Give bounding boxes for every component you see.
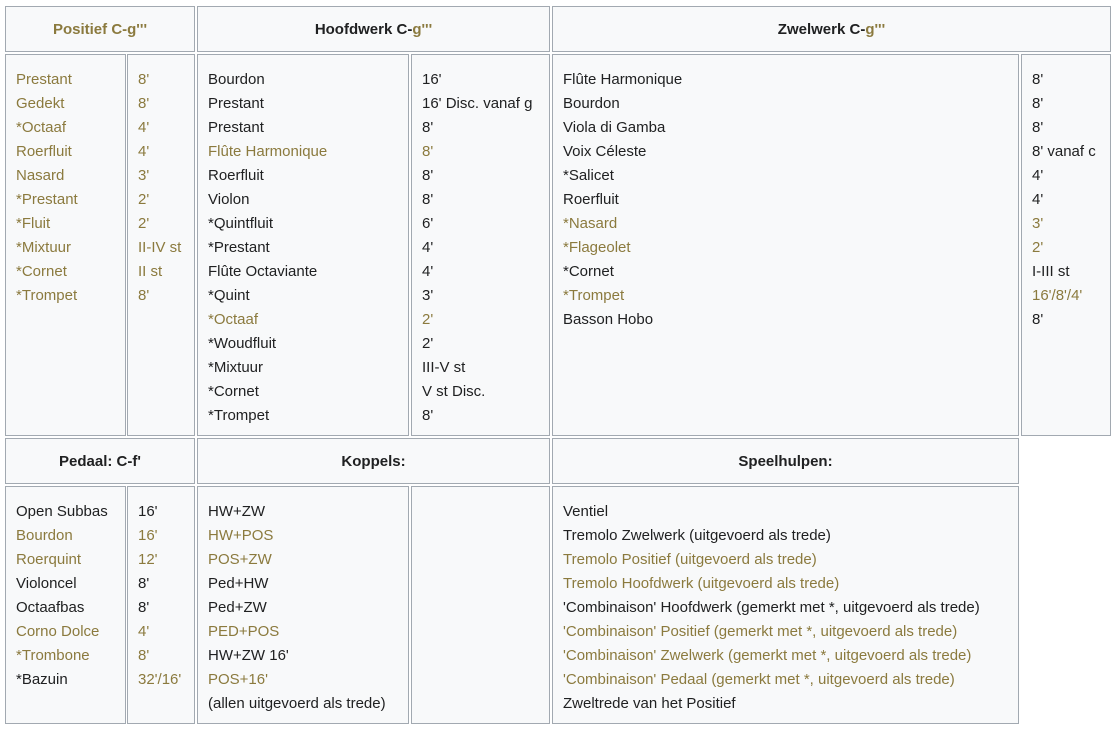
hoofdwerk-sizes-item: III-V st — [422, 359, 466, 376]
hoofdwerk-sizes-item: 8' — [422, 119, 434, 136]
pedaal-names-item: Open Subbas — [16, 503, 108, 520]
hoofdwerk-names-item: Prestant — [208, 95, 264, 112]
pedaal-names-item: Roerquint — [16, 551, 82, 568]
speelhulpen-item: 'Combinaison' Zwelwerk (gemerkt met *, uitgevoerd als trede) — [563, 647, 972, 664]
koppels-header-text: Koppels: — [341, 452, 406, 470]
speelhulpen-cell — [552, 486, 1019, 724]
zwelwerk-header-suffix: g''' — [865, 20, 886, 38]
pedaal-size-list — [138, 500, 192, 692]
pedaal-sizes-item: 32'/16' — [138, 671, 182, 688]
pedaal-names-item: *Bazuin — [16, 671, 68, 688]
pedaal-names-item: Bourdon — [16, 527, 73, 544]
koppels-item: (allen uitgevoerd als trede) — [208, 695, 386, 712]
zwelwerk-names-item: Flûte Harmonique — [563, 71, 683, 88]
zwelwerk-names-item: Bourdon — [563, 95, 620, 112]
zwelwerk-names-item: *Flageolet — [563, 239, 631, 256]
hoofdwerk-names-item: *Octaaf — [208, 311, 259, 328]
positief-sizes-item: II st — [138, 263, 163, 280]
hoofdwerk-names-item: Flûte Harmonique — [208, 143, 328, 160]
hoofdwerk-sizes-item: V st Disc. — [422, 383, 486, 400]
hoofdwerk-sizes-item: 8' — [422, 167, 434, 184]
hoofdwerk-names-item: *Mixtuur — [208, 359, 264, 376]
zwelwerk-names-item: *Nasard — [563, 215, 618, 232]
koppels-item: HW+ZW 16' — [208, 647, 289, 664]
pedaal-sizes-item: 12' — [138, 551, 158, 568]
positief-sizes-item: 2' — [138, 215, 150, 232]
hoofdwerk-header-prefix: Hoofdwerk C- — [314, 20, 413, 38]
hoofdwerk-sizes-item: 4' — [422, 239, 434, 256]
speelhulpen-item: Tremolo Positief (uitgevoerd als trede) — [563, 551, 817, 568]
pedaal-names-item: Octaafbas — [16, 599, 85, 616]
zwelwerk-names-item: *Cornet — [563, 263, 614, 280]
positief-sizes-item: 3' — [138, 167, 150, 184]
zwelwerk-sizes-item: 8' — [1032, 71, 1044, 88]
zwelwerk-sizes-item: 16'/8'/4' — [1032, 287, 1083, 304]
koppels-cell — [197, 486, 409, 724]
positief-stop-list — [16, 68, 123, 308]
pedaal-names-item: Corno Dolce — [16, 623, 100, 640]
koppels-empty-cell — [411, 486, 550, 724]
zwelwerk-names-item: *Salicet — [563, 167, 614, 184]
hoofdwerk-stop-list — [208, 68, 406, 428]
pedaal-header-text: Pedaal: C-f' — [59, 452, 141, 470]
hoofdwerk-sizes-item: 2' — [422, 335, 434, 352]
hoofdwerk-sizes-item: 8' — [422, 407, 434, 424]
positief-sizes-item: 2' — [138, 191, 150, 208]
hoofdwerk-names-item: *Quintfluit — [208, 215, 274, 232]
zwelwerk-names-item: Roerfluit — [563, 191, 619, 208]
hoofdwerk-sizes-item: 16' — [422, 71, 442, 88]
hoofdwerk-sizes-item: 8' — [422, 143, 434, 160]
hoofdwerk-names-item: Roerfluit — [208, 167, 264, 184]
zwelwerk-sizes-item: 3' — [1032, 215, 1044, 232]
speelhulpen-header-text: Speelhulpen: — [738, 452, 833, 470]
positief-sizes-item: II-IV st — [138, 239, 182, 256]
hoofdwerk-sizes-cell — [411, 54, 550, 436]
pedaal-sizes-item: 8' — [138, 575, 150, 592]
positief-sizes-cell — [127, 54, 195, 436]
zwelwerk-sizes-cell — [1021, 54, 1111, 436]
koppels-item: Ped+ZW — [208, 599, 267, 616]
hoofdwerk-names-item: *Trompet — [208, 407, 270, 424]
zwelwerk-sizes-item: I-III st — [1032, 263, 1070, 280]
zwelwerk-sizes-item: 4' — [1032, 191, 1044, 208]
positief-names-item: Prestant — [16, 71, 72, 88]
positief-names-item: *Octaaf — [16, 119, 67, 136]
positief-sizes-item: 8' — [138, 287, 150, 304]
speelhulpen-item: Tremolo Zwelwerk (uitgevoerd als trede) — [563, 527, 831, 544]
speelhulpen-header — [552, 438, 1019, 484]
zwelwerk-sizes-item: 4' — [1032, 167, 1044, 184]
zwelwerk-header-prefix: Zwelwerk C- — [777, 20, 866, 38]
pedaal-sizes-cell — [127, 486, 195, 724]
koppels-item: HW+ZW — [208, 503, 266, 520]
pedaal-header — [5, 438, 195, 484]
pedaal-names-item: *Trombone — [16, 647, 90, 664]
hoofdwerk-names-item: *Cornet — [208, 383, 259, 400]
speelhulpen-list — [563, 500, 1016, 716]
hoofdwerk-sizes-item: 8' — [422, 191, 434, 208]
zwelwerk-sizes-item: 2' — [1032, 239, 1044, 256]
pedaal-stop-list — [16, 500, 123, 692]
speelhulpen-item: 'Combinaison' Pedaal (gemerkt met *, uitgevoerd als trede) — [563, 671, 955, 688]
pedaal-sizes-item: 16' — [138, 503, 158, 520]
hoofdwerk-header-suffix: g''' — [412, 20, 433, 38]
positief-names-item: *Mixtuur — [16, 239, 72, 256]
speelhulpen-item: Zweltrede van het Positief — [563, 695, 736, 712]
pedaal-sizes-item: 4' — [138, 623, 150, 640]
positief-names-item: Nasard — [16, 167, 65, 184]
hoofdwerk-sizes-item: 3' — [422, 287, 434, 304]
zwelwerk-names-item: Basson Hobo — [563, 311, 654, 328]
zwelwerk-names-item: *Trompet — [563, 287, 625, 304]
zwelwerk-sizes-item: 8' — [1032, 311, 1044, 328]
positief-names-item: *Trompet — [16, 287, 78, 304]
positief-header-text: Positief C-g''' — [52, 20, 148, 38]
positief-names-cell — [5, 54, 126, 436]
hoofdwerk-sizes-item: 4' — [422, 263, 434, 280]
positief-names-item: *Prestant — [16, 191, 78, 208]
positief-header — [5, 6, 195, 52]
positief-names-item: Roerfluit — [16, 143, 72, 160]
hoofdwerk-sizes-item: 16' Disc. vanaf g — [422, 95, 533, 112]
positief-names-item: *Cornet — [16, 263, 67, 280]
pedaal-sizes-item: 16' — [138, 527, 158, 544]
zwelwerk-names-cell — [552, 54, 1019, 436]
positief-sizes-item: 8' — [138, 95, 150, 112]
pedaal-names-cell — [5, 486, 126, 724]
positief-sizes-item: 4' — [138, 143, 150, 160]
koppels-header — [197, 438, 550, 484]
pedaal-names-item: Violoncel — [16, 575, 77, 592]
koppels-item: HW+POS — [208, 527, 274, 544]
hoofdwerk-sizes-item: 6' — [422, 215, 434, 232]
hoofdwerk-sizes-item: 2' — [422, 311, 434, 328]
zwelwerk-stop-list — [563, 68, 1016, 332]
hoofdwerk-names-item: Bourdon — [208, 71, 265, 88]
zwelwerk-names-item: Viola di Gamba — [563, 119, 666, 136]
koppels-item: PED+POS — [208, 623, 280, 640]
hoofdwerk-header — [197, 6, 550, 52]
koppels-item: POS+16' — [208, 671, 268, 688]
hoofdwerk-size-list — [422, 68, 547, 428]
positief-sizes-item: 4' — [138, 119, 150, 136]
hoofdwerk-names-item: Prestant — [208, 119, 264, 136]
positief-size-list — [138, 68, 192, 308]
zwelwerk-size-list — [1032, 68, 1108, 332]
speelhulpen-item: Tremolo Hoofdwerk (uitgevoerd als trede) — [563, 575, 840, 592]
hoofdwerk-names-item: *Quint — [208, 287, 250, 304]
hoofdwerk-names-item: Violon — [208, 191, 250, 208]
pedaal-sizes-item: 8' — [138, 599, 150, 616]
hoofdwerk-names-cell — [197, 54, 409, 436]
zwelwerk-names-item: Voix Céleste — [563, 143, 647, 160]
zwelwerk-sizes-item: 8' — [1032, 95, 1044, 112]
speelhulpen-item: 'Combinaison' Positief (gemerkt met *, uitgevoerd als trede) — [563, 623, 958, 640]
hoofdwerk-names-item: Flûte Octaviante — [208, 263, 318, 280]
zwelwerk-header — [552, 6, 1111, 52]
pedaal-sizes-item: 8' — [138, 647, 150, 664]
speelhulpen-item: Ventiel — [563, 503, 609, 520]
positief-names-item: Gedekt — [16, 95, 65, 112]
hoofdwerk-names-item: *Prestant — [208, 239, 270, 256]
positief-sizes-item: 8' — [138, 71, 150, 88]
speelhulpen-item: 'Combinaison' Hoofdwerk (gemerkt met *, uitgevoerd als trede) — [563, 599, 980, 616]
positief-names-item: *Fluit — [16, 215, 51, 232]
koppels-list — [208, 500, 406, 716]
koppels-item: Ped+HW — [208, 575, 269, 592]
koppels-item: POS+ZW — [208, 551, 272, 568]
zwelwerk-sizes-item: 8' vanaf c — [1032, 143, 1096, 160]
zwelwerk-sizes-item: 8' — [1032, 119, 1044, 136]
hoofdwerk-names-item: *Woudfluit — [208, 335, 277, 352]
